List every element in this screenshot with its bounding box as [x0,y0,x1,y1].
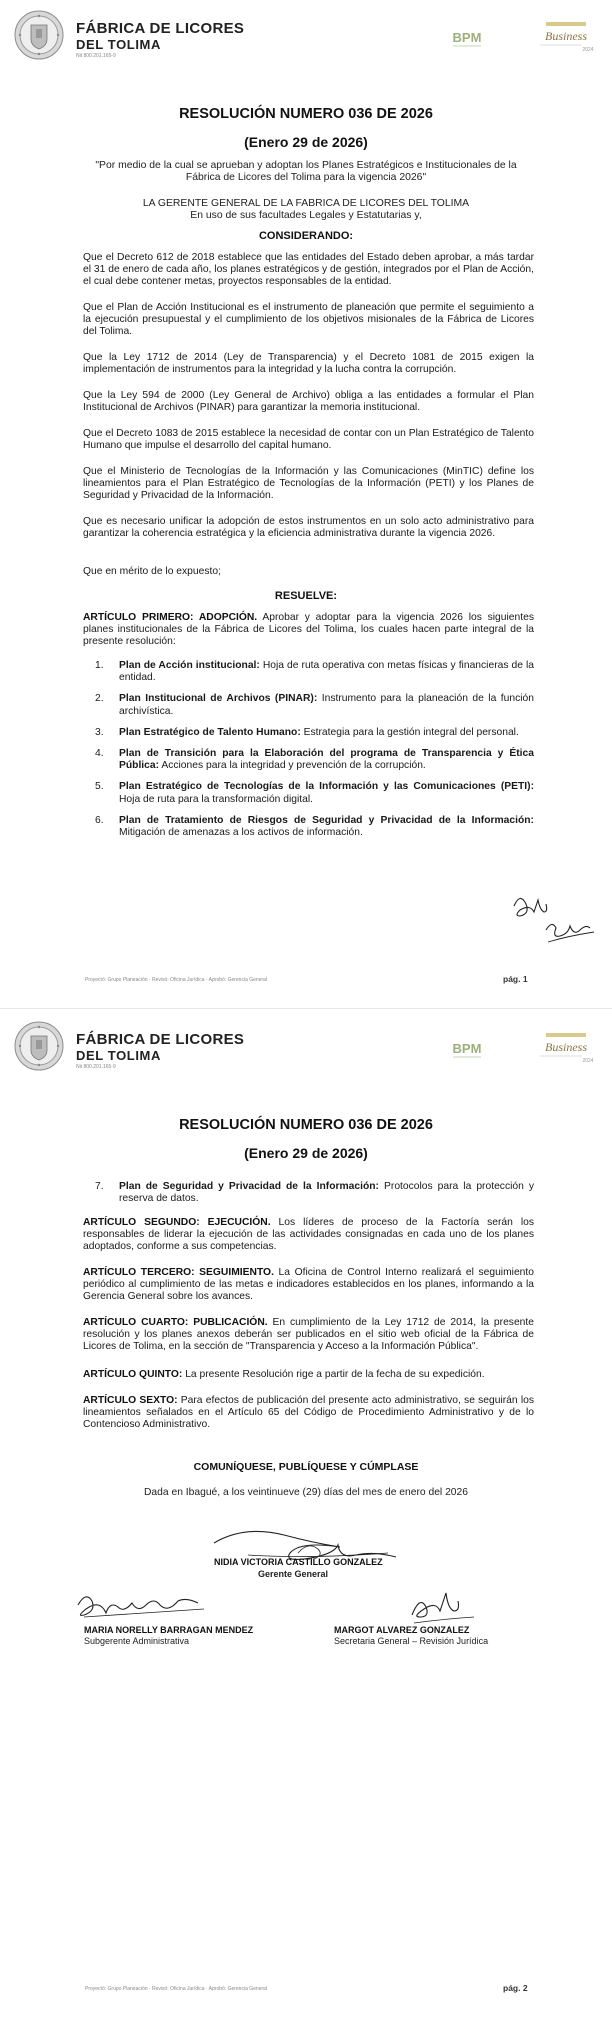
article-6 [83,1395,534,1432]
brand-name [76,1032,244,1071]
plan-name: Plan Estratégico de Talento Humano: [119,726,301,738]
consideration-6: Que el Ministerio de Tecnologías de la Información y las Comunicaciones (MinTIC) define los lineamientos para el Plan Estratégico de Tecnologías de la Información (PETI) y los Planes de Seguridad y Privacidad de la Información. [83,466,534,502]
brand-name [76,21,244,60]
consideration-8: Que en mérito de lo expuesto; [83,566,221,577]
resolution-date: (Enero 29 de 2026) [244,1145,368,1161]
gerente-name: NIDIA VICTORIA CASTILLO GONZALEZ [214,1557,383,1567]
consideration-4: Que la Ley 594 de 2000 (Ley General de Archivo) obliga a las entidades a formular el Plan Institucional de Archivos (PINAR) para garantizar la memoria institucional. [83,390,534,414]
brand-line-2: DEL TOLIMA [76,1048,161,1063]
plan-desc: Instrumento para la planeación de la función archivística. [119,693,534,717]
tolima-seal-logo [14,10,64,60]
initials-signature [508,888,598,946]
brand-line-2: DEL TOLIMA [76,37,161,52]
secretaria-name: MARGOT ALVAREZ GONZALEZ [334,1625,470,1635]
business-award-logo [534,1031,598,1065]
plan-desc: Acciones para la integridad y prevención de la corrupción. [159,760,426,772]
brand-line-1: FÁBRICA DE LICORES [76,20,245,37]
closing-formula: COMUNÍQUESE, PUBLÍQUESE Y CÚMPLASE [193,1461,419,1473]
article-1-text: Aprobar y adoptar para la vigencia 2026 los siguientes planes institucionales de la Fábrica de Licores del Tolima, los cuales hacen parte integral de la presente resolución: [83,612,534,648]
business-logo-year: 2024 [582,1058,594,1064]
authority-line-2: En uso de sus facultades Legales y Estatutarias y, [190,210,422,221]
article-text: Los líderes de proceso de la Factoría serán los responsables de liderar la ejecución de las actividades consignadas en cada uno de los planes adoptados, conforme a sus competencias. [83,1217,534,1253]
bpm-logo [449,24,485,50]
authority-block [80,198,532,222]
plan-name: Plan Institucional de Archivos (PINAR): [119,693,318,705]
plan-item-5: 5. Plan Estratégico de Tecnologías de la Información y las Comunicaciones (PETI): Hoja de ruta para la transformación digital. [95,781,534,805]
page-2-number: pág. 2 [503,1983,528,1993]
plan-item-3: 3. Plan Estratégico de Talento Humano: Estrategia para la gestión integral del personal. [95,726,519,738]
plan-item-2: 2. Plan Institucional de Archivos (PINAR): Instrumento para la planeación de la función archivística. [95,693,534,717]
plan-desc: Hoja de ruta para la transformación digital. [119,793,314,805]
bpm-logo-text: BPM [452,1041,482,1056]
plan-name: Plan Estratégico de Tecnologías de la Información y las Comunicaciones (PETI): [119,781,534,793]
bpm-logo-text: BPM [452,30,482,45]
gerente-role: Gerente General [258,1569,329,1579]
consideration-2: Que el Plan de Acción Institucional es el instrumento de planeación que permite el seguimiento a la ejecución presupuestal y el cumplimiento de los objetivos misionales de la Fábrica de Licores del Tolima. [83,302,534,338]
article-text: Para efectos de publicación del presente acto administrativo, se seguirán los lineamientos señalados en el Artículo 65 del Código de Procedimiento Administrativo y de lo Contencioso Administrativo. [83,1395,534,1431]
article-3 [83,1267,534,1304]
plan-name: Plan de Tratamiento de Riesgos de Seguridad y Privacidad de la Información: [119,814,534,826]
plan-item-1: 1. Plan de Acción institucional: Hoja de ruta operativa con metas físicas y financieras de la entidad. [95,660,534,684]
brand-line-1: FÁBRICA DE LICORES [76,1031,245,1048]
consideration-1: Que el Decreto 612 de 2018 establece que las entidades del Estado deben aprobar, a más tardar el 31 de enero de cada año, los planes estratégicos y de gestión, integrados por el Plan de Acción, el cual debe contener metas, proyectos responsables de la entidad. [83,252,534,288]
page-1 [0,0,612,1008]
consideration-5: Que el Decreto 1083 de 2015 establece la necesidad de contar con un Plan Estratégico de Talento Humano que impulse el desarrollo del capital humano. [83,428,534,452]
resolution-purpose: "Por medio de la cual se aprueban y adoptan los Planes Estratégicos e Institucionales de la Fábrica de Licores del Tolima para la vigencia 2026" [95,160,517,183]
article-1 [83,612,534,649]
secretaria-role: Secretaria General – Revisión Jurídica [334,1636,489,1646]
article-1-label: ARTÍCULO PRIMERO: ADOPCIÓN. [83,612,258,623]
authority-line-1: LA GERENTE GENERAL DE LA FABRICA DE LICORES DEL TOLIMA [142,198,470,209]
article-label: ARTÍCULO QUINTO: [83,1369,183,1380]
article-text: En cumplimiento de la Ley 1712 de 2014, la presente resolución y los planes anexos deberán ser publicados en el sitio web oficial de la Fábrica de Licores de Tolima, en la sección de "Transparencia y Acceso a la Información Pública". [83,1317,534,1353]
article-label: ARTÍCULO SEXTO: [83,1395,178,1406]
business-logo-year: 2024 [582,47,594,53]
considerando-heading: CONSIDERANDO: [258,230,354,242]
subgerente-name: MARIA NORELLY BARRAGAN MENDEZ [84,1625,254,1635]
plan-item-4: 4. Plan de Transición para la Elaboración del programa de Transparencia y Ética Pública: Acciones para la integridad y prevención de la corrupción. [95,748,534,772]
plans-list-continued [95,1181,535,1205]
brand-nit: Nit 800.201.165-9 [76,1064,116,1070]
page-2-footer: Proyectó: Grupo Planeación · Revisó: Oficina Jurídica · Aprobó: Gerencia General [85,1986,268,1992]
business-logo-text: Business [545,1040,587,1054]
article-2 [83,1217,534,1254]
article-label: ARTÍCULO SEGUNDO: EJECUCIÓN. [83,1217,271,1228]
page-1-number: pág. 1 [503,974,528,984]
resolution-date: (Enero 29 de 2026) [244,134,368,150]
resolution-title: RESOLUCIÓN NUMERO 036 DE 2026 [179,1117,433,1133]
page-2 [0,1008,612,2017]
bpm-logo [449,1035,485,1061]
tolima-seal-logo [14,1021,64,1071]
article-label: ARTÍCULO CUARTO: PUBLICACIÓN. [83,1317,268,1328]
plan-desc: Protocolos para la protección y reserva de datos. [119,1181,535,1205]
resuelve-heading: RESUELVE: [274,590,338,602]
resolution-title: RESOLUCIÓN NUMERO 036 DE 2026 [179,106,433,122]
plan-desc: Hoja de ruta operativa con metas físicas y financieras de la entidad. [119,660,534,684]
plan-name: Plan de Seguridad y Privacidad de la Información: [119,1181,379,1192]
given-place-date: Dada en Ibagué, a los veintinueve (29) días del mes de enero del 2026 [143,1487,468,1498]
article-5 [83,1369,534,1381]
subgerente-signature [74,1583,214,1631]
secretaria-signature [404,1585,494,1629]
consideration-3: Que la Ley 1712 de 2014 (Ley de Transparencia) y el Decreto 1081 de 2015 exigen la implementación de instrumentos para la integridad y la lucha contra la corrupción. [83,352,534,376]
plans-list [95,660,534,839]
article-label: ARTÍCULO TERCERO: SEGUIMIENTO. [83,1267,274,1278]
business-logo-text: Business [545,29,587,43]
page-1-footer: Proyectó: Grupo Planeación · Revisó: Oficina Jurídica · Aprobó: Gerencia General [85,977,268,983]
consideration-7: Que es necesario unificar la adopción de estos instrumentos en un solo acto administrativo para garantizar la coherencia estratégica y la eficiencia administrativa durante la vigencia 2026. [83,516,534,540]
letterhead [14,10,598,60]
letterhead [14,1021,598,1071]
article-text: La Oficina de Control Interno realizará el seguimiento periódico al cumplimiento de las metas e indicadores establecidos en los planes, informando a la Gerencia General sobre los avances. [83,1267,534,1303]
plan-name: Plan de Transición para la Elaboración del programa de Transparencia y Ética Pública: [119,748,534,772]
plan-desc: Estrategia para la gestión integral del personal. [300,726,519,738]
plan-name: Plan de Acción institucional: [119,660,260,671]
plan-item-7: 7. Plan de Seguridad y Privacidad de la Información: Protocolos para la protección y reserva de datos. [95,1181,535,1205]
business-award-logo [534,20,598,54]
plan-desc: Mitigación de amenazas a los activos de información. [119,827,363,839]
plan-item-6: 6. Plan de Tratamiento de Riesgos de Seguridad y Privacidad de la Información: Mitigación de amenazas a los activos de información. [95,814,534,839]
subgerente-role: Subgerente Administrativa [84,1636,190,1646]
article-4 [83,1317,534,1354]
article-text: La presente Resolución rige a partir de la fecha de su expedición. [182,1369,485,1380]
brand-nit: Nit 800.201.165-9 [76,53,116,59]
